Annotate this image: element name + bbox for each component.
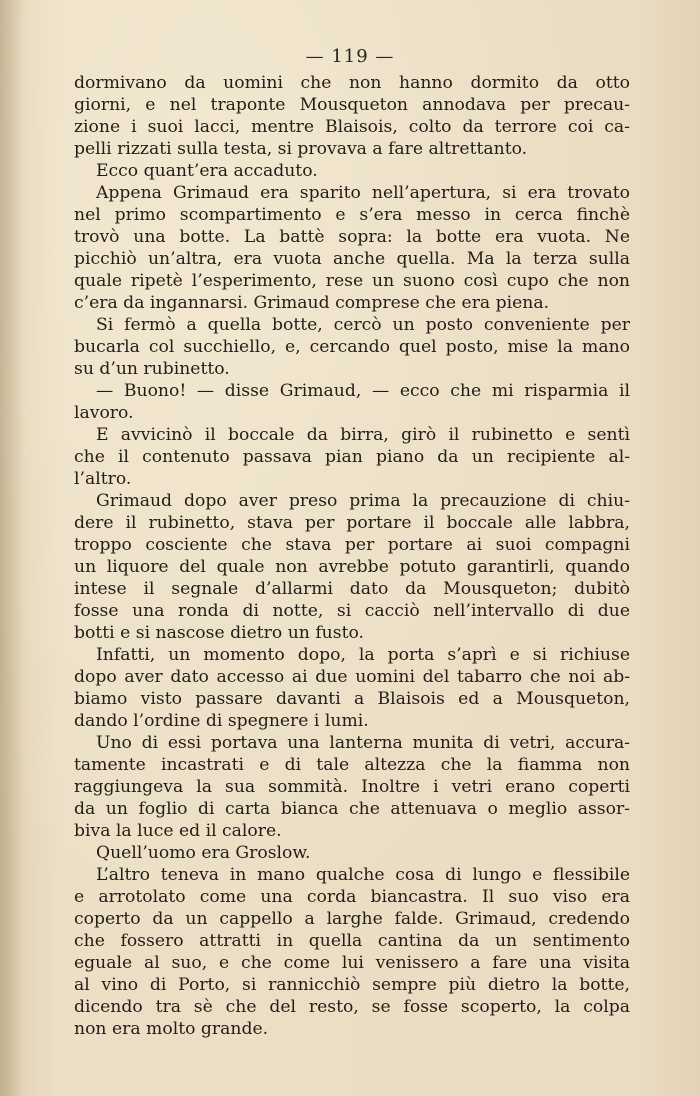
text-line: da un foglio di carta bianca che attenuava o meglio assor- [74, 799, 630, 819]
text-line: dopo aver dato accesso ai due uomini del tabarro che noi ab- [74, 667, 630, 687]
text-line: L’altro teneva in mano qualche cosa di lungo e flessibile [96, 865, 630, 885]
text-line: Ecco quant’era accaduto. [96, 161, 318, 181]
text-line: zione i suoi lacci, mentre Blaisois, colto da terrore coi ca- [74, 117, 630, 137]
text-line: fosse una ronda di notte, si cacciò nell’intervallo di due [74, 601, 630, 621]
text-line: biamo visto passare davanti a Blaisois ed a Mousqueton, [74, 689, 630, 709]
text-line: tamente incastrati e di tale altezza che la fiamma non [74, 755, 630, 775]
text-line: eguale al suo, e che come lui venissero a fare una visita [74, 953, 630, 973]
text-line: che il contenuto passava pian piano da un recipiente al- [74, 447, 630, 467]
text-line: nel primo scompartimento e s’era messo in cerca finchè [74, 205, 630, 225]
text-line: raggiungeva la sua sommità. Inoltre i vetri erano coperti [74, 777, 630, 797]
text-line: dere il rubinetto, stava per portare il boccale alle labbra, [74, 513, 630, 533]
text-line: e arrotolato come una corda biancastra. Il suo viso era [74, 887, 630, 907]
text-line: troppo cosciente che stava per portare ai suoi compagni [74, 535, 630, 555]
text-line: dando l’ordine di spegnere i lumi. [74, 711, 369, 731]
text-line: quale ripetè l’esperimento, rese un suono così cupo che non [74, 271, 630, 291]
text-line: coperto da un cappello a larghe falde. Grimaud, credendo [74, 909, 630, 929]
text-line: biva la luce ed il calore. [74, 821, 282, 841]
text-line: pelli rizzati sulla testa, si provava a fare altrettanto. [74, 139, 528, 159]
text-line: c’era da ingannarsi. Grimaud comprese che era piena. [74, 293, 550, 313]
text-line: botti e si nascose dietro un fusto. [74, 623, 364, 643]
text-line: — Buono! — disse Grimaud, — ecco che mi risparmia il [96, 381, 630, 401]
text-line: non era molto grande. [74, 1019, 269, 1039]
text-line: intese il segnale d’allarmi dato da Mousqueton; dubitò [74, 579, 630, 599]
text-line: dormivano da uomini che non hanno dormito da otto [74, 73, 630, 93]
text-line: bucarla col succhiello, e, cercando quel posto, mise la mano [74, 337, 630, 357]
binding-shadow [0, 0, 24, 1096]
text-line: al vino di Porto, si rannicchiò sempre più dietro la botte, [74, 975, 630, 995]
text-line: un liquore del quale non avrebbe potuto garantirli, quando [74, 557, 630, 577]
text-line: giorni, e nel traponte Mousqueton annodava per precau- [74, 95, 630, 115]
text-line: trovò una botte. La battè sopra: la botte era vuota. Ne [74, 227, 630, 247]
text-line: l’altro. [74, 469, 132, 489]
text-line: picchiò un’altra, era vuota anche quella. Ma la terza sulla [74, 249, 630, 269]
text-line: E avvicinò il boccale da birra, girò il rubinetto e sentì [96, 425, 630, 445]
text-line: Infatti, un momento dopo, la porta s’aprì e si richiuse [96, 645, 630, 665]
text-line: Uno di essi portava una lanterna munita di vetri, accura- [96, 733, 630, 753]
text-line: Quell’uomo era Groslow. [96, 843, 311, 863]
text-line: Appena Grimaud era sparito nell’apertura, si era trovato [96, 183, 630, 203]
text-line: su d’un rubinetto. [74, 359, 230, 379]
body-text [74, 72, 630, 1040]
text-line: dicendo tra sè che del resto, se fosse scoperto, la colpa [74, 997, 630, 1017]
text-line: Grimaud dopo aver preso prima la precauzione di chiu- [96, 491, 630, 511]
text-line: lavoro. [74, 403, 134, 423]
text-line: Si fermò a quella botte, cercò un posto conveniente per [96, 315, 630, 335]
page-number: — 119 — [305, 46, 395, 67]
text-line: che fossero attratti in quella cantina da un sentimento [74, 931, 630, 951]
